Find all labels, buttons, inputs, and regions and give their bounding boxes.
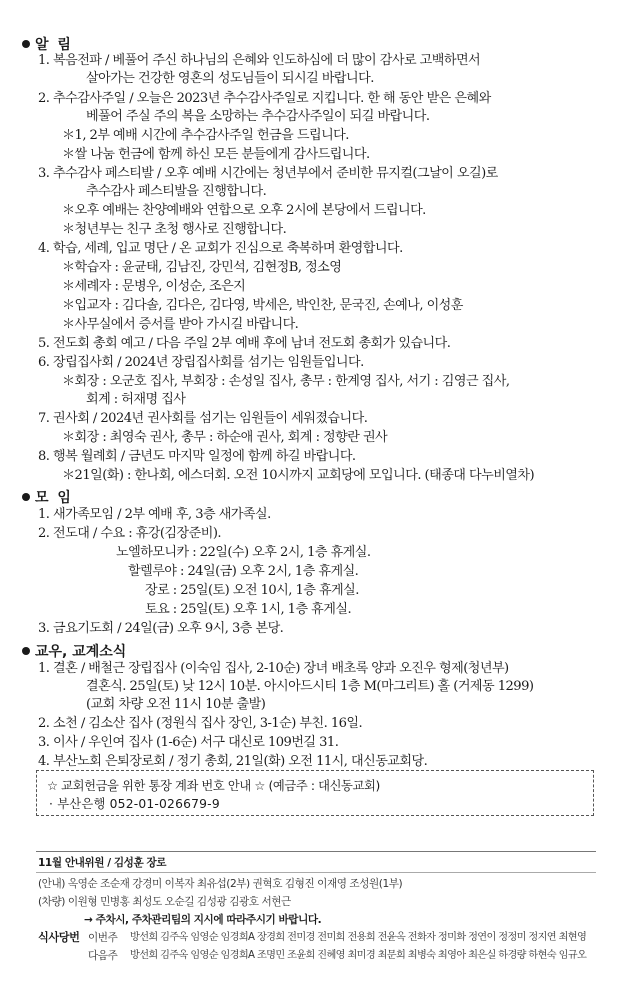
notice-line: ＊오후 예배는 찬양예배와 연합으로 오후 2시에 본당에서 드립니다. [62,203,426,218]
vehicle-list-line: (차량) 이원형 민병홍 최성도 오순길 김성광 김광호 서현근 [38,896,291,908]
notice-line: ＊회장 : 최영숙 권사, 총무 : 하순애 권사, 회계 : 정향란 권사 [62,430,388,445]
fellowship-line: 3. 이사 / 우인여 집사 (1-6순) 서구 대신로 109번길 31. [38,735,339,750]
bullet-dot-icon [22,647,30,655]
fellowship-line: 결혼식. 25일(토) 낮 12시 10분. 아시아드시티 1층 M(마그리트) 홀 (거제동 1299) [86,679,534,694]
meeting-line: 토요 : 25일(토) 오후 1시, 1층 휴게실. [145,602,352,617]
section-heading-meetings: 모 임 [22,487,73,507]
usher-list-line: (안내) 옥영순 조순재 강경미 이복자 최유섭(2부) 권혁호 김형진 이재영 조성원(1부) [38,878,403,890]
parking-notice-line: → 주차시, 주차관리팀의 지시에 따라주시기 바랍니다. [84,914,322,926]
notice-line: 8. 행복 월례회 / 금년도 마지막 일정에 함께 하길 바랍니다. [38,449,356,464]
meeting-line: 노엘하모니카 : 22일(수) 오후 2시, 1층 휴게실. [116,545,371,560]
bank-account-number: · 부산은행 052-01-026679-9 [49,797,220,811]
meeting-line: 장로 : 25일(토) 오전 10시, 1층 휴게실. [145,583,359,598]
notice-line: 베풀어 주실 주의 복을 소망하는 추수감사주일이 되길 바랍니다. [86,109,430,124]
notice-line: 6. 장립집사회 / 2024년 장립집사회를 섬기는 임원들입니다. [38,355,364,370]
fellowship-line: 4. 부산노회 은퇴장로회 / 정기 총회, 21일(화) 오전 11시, 대신동교회당. [38,754,428,769]
account-notice-box [36,770,594,816]
meeting-line: 1. 새가족모임 / 2부 예배 후, 3층 새가족실. [38,507,271,522]
bullet-dot-icon [22,40,30,48]
account-notice-title: ☆ 교회헌금을 위한 통장 계좌 번호 안내 ☆ (예금주 : 대신동교회) [47,779,380,793]
meal-duty-next-week-list: 방선희 김주옥 임영순 임경희A 조명민 조윤희 진혜영 최미경 최문희 최병숙 최영아 최은실 하경량 하현숙 임규오 [130,950,587,961]
notice-line: ＊21일(화) : 한나회, 에스더회. 오전 10시까지 교회당에 모입니다. (태종대 다누비열차) [62,468,535,483]
notice-line: ＊세례자 : 문병우, 이성순, 조은지 [62,279,246,294]
fellowship-line: 2. 소천 / 김소산 집사 (정원식 집사 장인, 3-1순) 부친. 16일. [38,716,363,731]
notice-line: 회계 : 허재명 집사 [86,392,186,407]
fellowship-line: 1. 결혼 / 배철근 장립집사 (이숙임 집사, 2-10순) 장녀 배초록 양과 오진우 형제(청년부) [38,661,509,676]
notice-line: 2. 추수감사주일 / 오늘은 2023년 추수감사주일로 지킵니다. 한 해 동안 받은 은혜와 [38,91,491,106]
notice-line: ＊학습자 : 윤균태, 김남진, 강민석, 김현정B, 정소영 [62,260,342,275]
divider [36,851,596,852]
meeting-line: 3. 금요기도회 / 24일(금) 오후 9시, 3층 본당. [38,621,284,636]
notice-line: 7. 권사회 / 2024년 권사회를 섬기는 임원들이 세워졌습니다. [38,411,368,426]
notice-line: ＊쌀 나눔 헌금에 함께 하신 모든 분들에게 감사드립니다. [62,147,370,162]
meeting-line: 2. 전도대 / 수요 : 휴강(김장준비). [38,526,221,541]
meal-duty-this-week-list: 방선희 김주옥 임영순 임경희A 장경희 전미경 전미희 전용희 전윤옥 전화자 정미화 정연이 정정미 정지연 최현영 [130,932,587,943]
notice-line: ＊입교자 : 김다솔, 김다은, 김다영, 박세은, 박인찬, 문국진, 손예나, 이성훈 [62,298,463,313]
meal-duty-label: 식사당번 [38,931,80,944]
notice-line: ＊청년부는 친구 초청 행사로 진행합니다. [62,222,287,237]
divider [36,872,596,873]
fellowship-line: (교회 차량 오전 11시 10분 출발) [86,697,266,712]
notice-line: 4. 학습, 세례, 입교 명단 / 온 교회가 진심으로 축복하며 환영합니다. [38,241,403,256]
notice-line: 1. 복음전파 / 베풀어 주신 하나님의 은혜와 인도하심에 더 많이 감사로 고백하면서 [38,53,481,68]
section-heading-fellowship: 교우, 교계소식 [22,641,126,661]
bullet-dot-icon [22,493,30,501]
notice-line: 5. 전도회 총회 예고 / 다음 주일 2부 예배 후에 남녀 전도회 총회가 있습니다. [38,336,451,351]
section-heading-notices: 알 림 [22,34,73,54]
usher-committee-line: 11월 안내위원 / 김성훈 장로 [38,857,167,869]
meeting-line: 할렐루야 : 24일(금) 오후 2시, 1층 휴게실. [128,564,359,579]
notice-line: ＊사무실에서 증서를 받아 가시길 바랍니다. [62,317,299,332]
notice-line: 추수감사 페스티발을 진행합니다. [86,184,267,199]
notice-line: ＊1, 2부 예배 시간에 추수감사주일 헌금을 드립니다. [62,128,349,143]
meal-duty-next-week-label: 다음주 [88,950,118,962]
notice-line: ＊회장 : 오군호 집사, 부회장 : 손성일 집사, 총무 : 한계영 집사, 서기 : 김영근 집사, [62,374,510,389]
notice-line: 3. 추수감사 페스티발 / 오후 예배 시간에는 청년부에서 준비한 뮤지컬(그날이 오길)로 [38,166,498,181]
notice-line: 살아가는 건강한 영혼의 성도님들이 되시길 바랍니다. [86,71,374,86]
meal-duty-this-week-label: 이번주 [88,932,118,944]
